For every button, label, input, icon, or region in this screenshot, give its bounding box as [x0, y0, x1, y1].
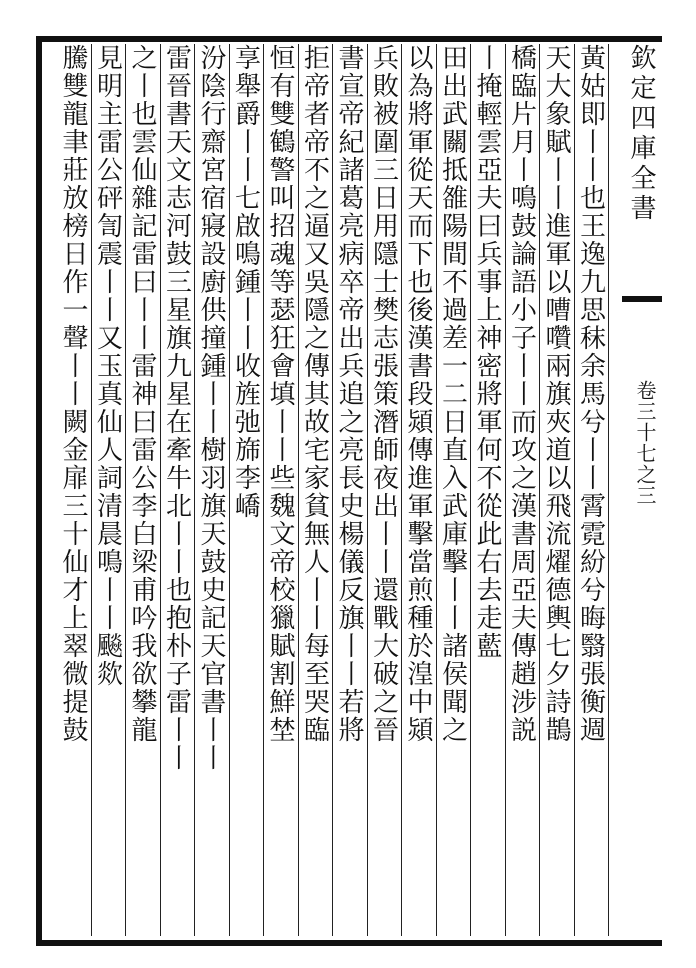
- column-rule: [470, 44, 471, 936]
- column-rule: [160, 44, 161, 936]
- column-rule: [125, 44, 126, 936]
- text-column: 恒有雙鶴警叫招魂等瑟狂會填丨丨些魏文帝校獵賦割鮮埜: [265, 44, 295, 744]
- text-column: 之丨也雲仙雜記雷曰丨丨雷神曰雷公李白梁甫吟我欲攀龍: [127, 44, 157, 744]
- text-column: 以為將軍從天而下也後漢書段熲傳進軍擊當煎種於湟中熲: [403, 44, 433, 744]
- text-column: 拒帝者帝不之逼又吳隱之傳其故宅家貧無人丨丨每至哭臨: [299, 44, 330, 744]
- column-rule: [574, 44, 575, 936]
- text-column: 騰雙龍聿莊放榜日作一聲丨丨闕金扉三十仙才上翠微提鼓: [58, 44, 88, 744]
- column-rule: [229, 44, 230, 936]
- page-title: 欽定四庫全書: [626, 44, 656, 224]
- column-rule: [401, 44, 402, 936]
- text-column: 田出武關抵雒陽間不過差一二日直入武庫擊丨丨諸侯聞之: [437, 44, 468, 744]
- text-column: 橋臨片月丨鳴鼓論語小子丨丨而攻之漢書周亞夫傳趙涉説: [506, 44, 537, 744]
- column-rule: [505, 44, 506, 936]
- juan-number: 卷三十七之三: [633, 380, 657, 506]
- text-column: 見明主雷公砰訇震丨丨又玉真仙人詞清晨鳴丨丨飈欻: [92, 44, 123, 688]
- text-column: 汾陰行齋宮宿寢設廚供撞鍾丨丨樹羽旗天鼓史記天官書丨丨: [196, 44, 226, 772]
- column-rule: [539, 44, 540, 936]
- text-column: 兵敗被圍三日用隱士樊志張策潛師夜出丨丨還戰大破之晉: [368, 44, 399, 744]
- text-column: 雷晉書天文志河鼓三星旗九星在牽牛北丨丨也抱朴子雷丨丨: [161, 44, 192, 772]
- column-rule: [298, 44, 299, 936]
- column-rule: [608, 44, 609, 936]
- column-rule: [91, 44, 92, 936]
- column-rule: [194, 44, 195, 936]
- text-column: 書宣帝紀諸葛亮病卒帝出兵追之亮長史楊儀反旗丨丨若將: [334, 44, 364, 744]
- text-column: 享舉爵丨丨七啟鳴鍾丨丨收旌弛旆李嶠: [230, 44, 261, 520]
- text-column: 黃姑即丨丨也王逸九思秣余馬兮丨丨霄霓紛兮晦翳張衡週: [575, 44, 606, 744]
- column-rule: [332, 44, 333, 936]
- column-rule: [436, 44, 437, 936]
- column-rule: [367, 44, 368, 936]
- text-column: 天大象賦丨丨進軍以嘈囋兩旗夾道以飛流燿德輿七夕詩鵲: [541, 44, 571, 744]
- fishtail-mark: [622, 296, 662, 322]
- column-rule: [263, 44, 264, 936]
- text-column: 丨掩輕雲亞夫曰兵事上神密將軍何不從此右去走藍: [472, 44, 502, 660]
